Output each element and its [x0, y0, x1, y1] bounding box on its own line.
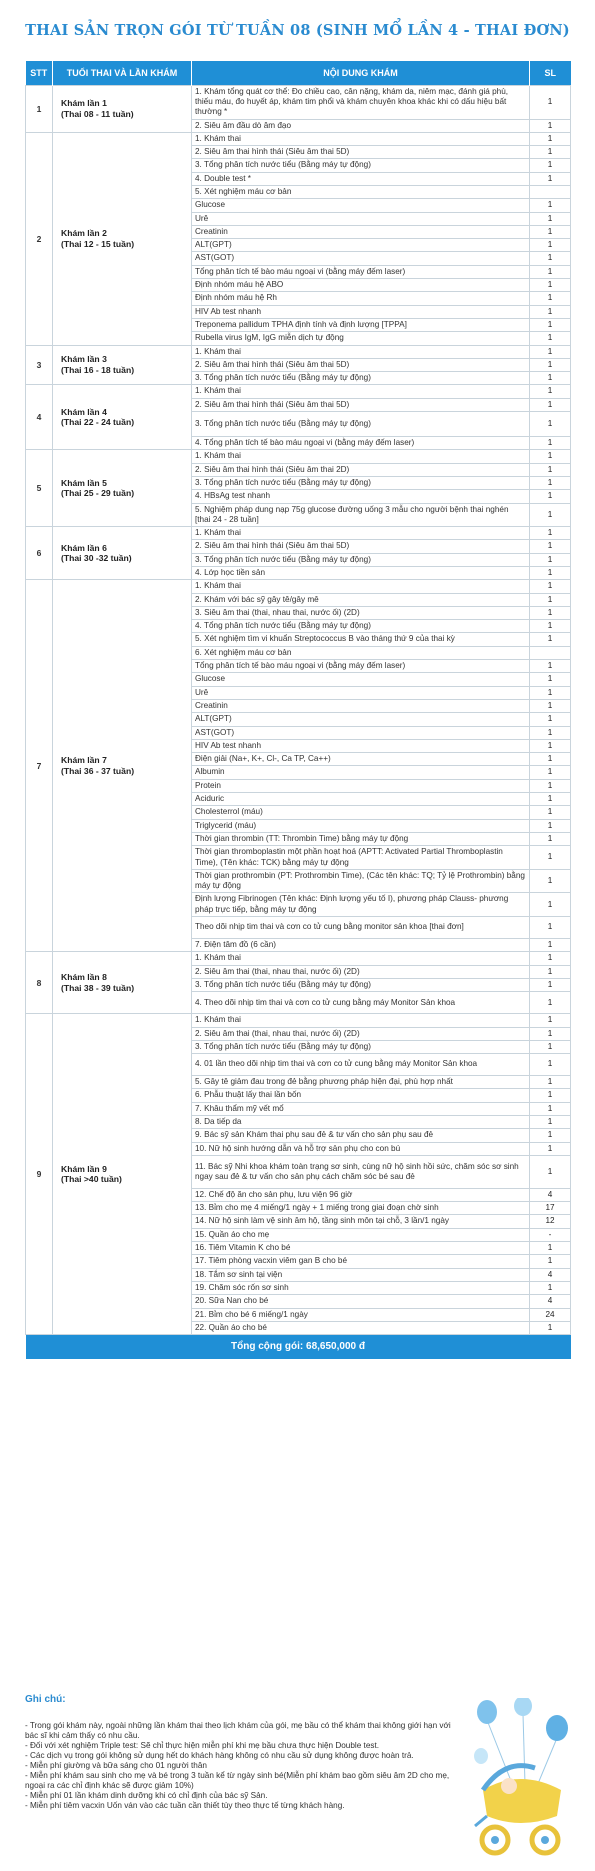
visit-cell: [53, 132, 192, 345]
table-row: [26, 385, 571, 398]
service-description: HIV Ab test nhanh: [192, 739, 530, 752]
service-quantity: -: [530, 1228, 571, 1241]
table-row: [26, 527, 571, 540]
service-description: 4. Theo dõi nhịp tim thai và cơn co tử cung bằng máy Monitor Sản khoa: [192, 992, 530, 1014]
service-quantity: 1: [530, 1089, 571, 1102]
service-description: 2. Siêu âm thai hình thái (Siêu âm thai 5D): [192, 398, 530, 411]
service-quantity: 1: [530, 540, 571, 553]
service-quantity: 1: [530, 1115, 571, 1128]
visit-label: Khám lần 4: [61, 406, 107, 417]
service-description: 7. Khâu thẩm mỹ vết mổ: [192, 1102, 530, 1115]
service-description: 17. Tiêm phòng vacxin viêm gan B cho bé: [192, 1255, 530, 1268]
service-description: Thời gian thromboplastin một phần hoạt hoá (APTT: Activated Partial Thromboplastin Time), (Tên khác: TCK) bằng máy tự động: [192, 846, 530, 870]
service-description: Rubella virus IgM, IgG miễn dịch tự động: [192, 332, 530, 345]
service-quantity: 1: [530, 292, 571, 305]
service-description: 4. Lớp học tiền sản: [192, 567, 530, 580]
visit-cell: [53, 580, 192, 952]
service-description: 15. Quần áo cho mẹ: [192, 1228, 530, 1241]
visit-label: Khám lần 7: [61, 755, 107, 766]
header-qty: SL: [530, 61, 571, 85]
visit-label: Khám lần 5: [61, 477, 107, 488]
service-quantity: 1: [530, 917, 571, 939]
visit-weeks: (Thai 36 - 37 tuần): [61, 765, 135, 776]
service-quantity: [530, 185, 571, 198]
note-item: - Miễn phí giường và bữa sáng cho 01 người thân: [25, 1761, 207, 1770]
service-quantity: 1: [530, 992, 571, 1014]
visit-number: 1: [26, 85, 53, 132]
service-description: Điện giải (Na+, K+, Cl-, Ca TP, Ca++): [192, 753, 530, 766]
service-quantity: 1: [530, 225, 571, 238]
service-description: 1. Khám thai: [192, 385, 530, 398]
table-row: [26, 580, 571, 593]
service-quantity: 1: [530, 1281, 571, 1294]
service-description: ALT(GPT): [192, 713, 530, 726]
visit-number: 7: [26, 580, 53, 952]
service-description: 20. Sữa Nan cho bé: [192, 1295, 530, 1308]
header-visit: TUỔI THAI VÀ LẦN KHÁM: [53, 61, 192, 85]
service-description: Aciduric: [192, 793, 530, 806]
service-quantity: 1: [530, 593, 571, 606]
service-description: 1. Khám thai: [192, 580, 530, 593]
service-quantity: 1: [530, 119, 571, 132]
visit-cell: [53, 385, 192, 450]
table-row: [26, 1014, 571, 1027]
service-quantity: 1: [530, 527, 571, 540]
service-table: [25, 61, 571, 1359]
service-description: 8. Da tiếp da: [192, 1115, 530, 1128]
service-description: 7. Điện tâm đồ (6 cần): [192, 939, 530, 952]
service-quantity: 1: [530, 463, 571, 476]
visit-weeks: (Thai 38 - 39 tuần): [61, 982, 135, 993]
service-description: 6. Xét nghiệm máu cơ bản: [192, 646, 530, 659]
service-quantity: 1: [530, 1142, 571, 1155]
header-content: NỘI DUNG KHÁM: [192, 61, 530, 85]
service-quantity: 1: [530, 952, 571, 965]
service-description: AST(GOT): [192, 726, 530, 739]
service-quantity: 1: [530, 385, 571, 398]
service-quantity: 1: [530, 673, 571, 686]
service-quantity: 1: [530, 398, 571, 411]
service-description: 9. Bác sỹ sản Khám thai phụ sau đẻ & tư vấn cho sản phụ sau đẻ: [192, 1129, 530, 1142]
service-quantity: 1: [530, 793, 571, 806]
service-description: 2. Siêu âm đầu dò âm đạo: [192, 119, 530, 132]
service-quantity: 1: [530, 580, 571, 593]
service-description: Triglycerid (máu): [192, 819, 530, 832]
service-quantity: 1: [530, 372, 571, 385]
service-quantity: 1: [530, 345, 571, 358]
service-quantity: 1: [530, 965, 571, 978]
service-quantity: 1: [530, 305, 571, 318]
service-quantity: 1: [530, 437, 571, 450]
service-quantity: 1: [530, 699, 571, 712]
service-description: Urê: [192, 212, 530, 225]
service-quantity: 1: [530, 85, 571, 119]
service-quantity: 1: [530, 1014, 571, 1027]
service-quantity: 1: [530, 978, 571, 991]
service-description: Glucose: [192, 199, 530, 212]
visit-weeks: (Thai 25 - 29 tuần): [61, 488, 135, 499]
service-description: 16. Tiêm Vitamin K cho bé: [192, 1242, 530, 1255]
service-description: 1. Khám thai: [192, 952, 530, 965]
service-description: Cholesterrol (máu): [192, 806, 530, 819]
total-amount: Tổng cộng gói: 68,650,000 đ: [26, 1335, 571, 1359]
service-description: 3. Tổng phân tích nước tiểu (Bằng máy tự động): [192, 412, 530, 437]
service-quantity: 4: [530, 1295, 571, 1308]
service-description: Glucose: [192, 673, 530, 686]
service-quantity: 1: [530, 412, 571, 437]
visit-number: 8: [26, 952, 53, 1014]
service-description: HIV Ab test nhanh: [192, 305, 530, 318]
service-description: 4. HBsAg test nhanh: [192, 490, 530, 503]
service-description: Định nhóm máu hệ ABO: [192, 279, 530, 292]
service-quantity: 1: [530, 567, 571, 580]
visit-weeks: (Thai 12 - 15 tuần): [61, 238, 135, 249]
service-description: 3. Tổng phân tích nước tiểu (Bằng máy tự động): [192, 159, 530, 172]
service-quantity: 1: [530, 739, 571, 752]
service-description: 1. Khám thai: [192, 1014, 530, 1027]
visit-label: Khám lần 3: [61, 354, 107, 365]
service-description: 6. Phẫu thuật lấy thai lần bốn: [192, 1089, 530, 1102]
visit-weeks: (Thai 30 -32 tuần): [61, 553, 132, 564]
service-description: Tổng phân tích tế bào máu ngoại vi (bằng máy đếm laser): [192, 660, 530, 673]
service-description: Albumin: [192, 766, 530, 779]
service-description: Thời gian prothrombin (PT: Prothrombin Time), (Các tên khác: TQ; Tỷ lệ Prothrombin) bằng máy tự động: [192, 869, 530, 893]
service-description: 18. Tắm sơ sinh tại viện: [192, 1268, 530, 1281]
visit-weeks: (Thai >40 tuần): [61, 1174, 122, 1185]
service-quantity: 1: [530, 132, 571, 145]
service-quantity: 1: [530, 819, 571, 832]
baby-stroller-balloons-icon: [465, 1698, 575, 1863]
service-description: 1. Khám thai: [192, 527, 530, 540]
service-quantity: 1: [530, 1242, 571, 1255]
service-description: 14. Nữ hộ sinh làm vệ sinh âm hộ, tầng sinh môn tại chỗ, 3 lần/1 ngày: [192, 1215, 530, 1228]
service-description: Theo dõi nhịp tim thai và cơn co tử cung bằng monitor sản khoa [thai đơn]: [192, 917, 530, 939]
service-quantity: 1: [530, 450, 571, 463]
note-item: - Miễn phí khám sau sinh cho mẹ và bé trong 3 tuần kể từ ngày sinh bé(Miễn phí khám bao gồm siêu âm 2D cho mẹ, ngoại ra các chỉ định khác sẽ được giảm 10%): [25, 1771, 450, 1790]
service-quantity: 1: [530, 753, 571, 766]
service-table-wrapper: [25, 61, 570, 1359]
notes-title: Ghi chú:: [25, 1694, 66, 1705]
service-quantity: 1: [530, 606, 571, 619]
service-description: 4. Double test *: [192, 172, 530, 185]
visit-number: 3: [26, 345, 53, 385]
service-description: 5. Xét nghiệm tìm vi khuẩn Streptococcus B vào tháng thứ 9 của thai kỳ: [192, 633, 530, 646]
service-description: 5. Nghiệm pháp dung nạp 75g glucose đường uống 3 mẫu cho người bệnh thai nghén [thai 24 - 28 tuần]: [192, 503, 530, 527]
service-quantity: 1: [530, 1027, 571, 1040]
visit-number: 2: [26, 132, 53, 345]
visit-label: Khám lần 8: [61, 972, 107, 983]
service-description: ALT(GPT): [192, 239, 530, 252]
service-quantity: 1: [530, 686, 571, 699]
visit-label: Khám lần 2: [61, 228, 107, 239]
visit-cell: [53, 527, 192, 580]
visit-label: Khám lần 9: [61, 1163, 107, 1174]
table-row: [26, 952, 571, 965]
service-description: 19. Chăm sóc rốn sơ sinh: [192, 1281, 530, 1294]
service-description: 10. Nữ hộ sinh hướng dẫn và hỗ trợ sản phụ cho con bú: [192, 1142, 530, 1155]
service-description: 2. Khám với bác sỹ gây tê/gây mê: [192, 593, 530, 606]
visit-label: Khám lần 1: [61, 98, 107, 109]
service-quantity: 1: [530, 660, 571, 673]
service-quantity: 1: [530, 358, 571, 371]
page-title: THAI SẢN TRỌN GÓI TỪ TUẦN 08 (SINH MỔ LẦN 4 - THAI ĐƠN): [25, 22, 570, 39]
service-quantity: 1: [530, 1040, 571, 1053]
service-description: 1. Khám tổng quát cơ thể: Đo chiều cao, cân nặng, khám da, niêm mạc, đánh giá phù, thiếu máu, đo huyết áp, khám tim phổi và khám chuyên khoa khác khi có dấu hiệu bất thường *: [192, 85, 530, 119]
service-quantity: 1: [530, 490, 571, 503]
table-body: [26, 85, 571, 1335]
service-quantity: 1: [530, 713, 571, 726]
service-quantity: 1: [530, 265, 571, 278]
service-quantity: 1: [530, 1129, 571, 1142]
visit-number: 5: [26, 450, 53, 527]
service-description: 13. Bỉm cho mẹ 4 miếng/1 ngày + 1 miếng trong giai đoạn chờ sinh: [192, 1202, 530, 1215]
service-quantity: 1: [530, 279, 571, 292]
note-item: - Các dịch vụ trong gói không sử dụng hết do khách hàng không có nhu cầu sử dụng không được hoàn trả.: [25, 1751, 414, 1760]
service-quantity: 1: [530, 779, 571, 792]
service-description: Định nhóm máu hệ Rh: [192, 292, 530, 305]
service-quantity: 1: [530, 846, 571, 870]
visit-number: 4: [26, 385, 53, 450]
service-quantity: 1: [530, 832, 571, 845]
note-item: - Trong gói khám này, ngoài những lần khám thai theo lịch khám của gói, mẹ bầu có thể khám thai không giới hạn với bác sĩ khi cảm thấy có nhu cầu.: [25, 1721, 451, 1740]
service-quantity: 1: [530, 172, 571, 185]
notes-section: [25, 1694, 465, 1811]
table-row: [26, 132, 571, 145]
service-description: 2. Siêu âm thai hình thái (Siêu âm thai 5D): [192, 146, 530, 159]
service-description: AST(GOT): [192, 252, 530, 265]
service-description: 3. Tổng phân tích nước tiểu (Bằng máy tự động): [192, 553, 530, 566]
visit-weeks: (Thai 16 - 18 tuần): [61, 364, 135, 375]
service-quantity: 1: [530, 766, 571, 779]
service-description: 3. Tổng phân tích nước tiểu (Bằng máy tự động): [192, 978, 530, 991]
service-description: 5. Xét nghiệm máu cơ bản: [192, 185, 530, 198]
service-description: Định lượng Fibrinogen (Tên khác: Định lượng yếu tố I), phương pháp Clauss- phương pháp trực tiếp, bằng máy tự động: [192, 893, 530, 917]
service-quantity: 1: [530, 318, 571, 331]
service-description: 3. Tổng phân tích nước tiểu (Bằng máy tự động): [192, 372, 530, 385]
visit-cell: [53, 952, 192, 1014]
note-item: - Miễn phí tiêm vacxin Uốn ván vào các tuần cần thiết tùy theo thực tế từng khách hàng.: [25, 1801, 345, 1810]
service-quantity: 1: [530, 212, 571, 225]
service-description: 2. Siêu âm thai hình thái (Siêu âm thai 2D): [192, 463, 530, 476]
service-quantity: 1: [530, 806, 571, 819]
service-description: 3. Tổng phân tích nước tiểu (Bằng máy tự động): [192, 476, 530, 489]
service-description: Thời gian thrombin (TT: Thrombin Time) bằng máy tự động: [192, 832, 530, 845]
visit-number: 6: [26, 527, 53, 580]
service-description: 11. Bác sỹ Nhi khoa khám toàn trạng sơ sinh, cùng nữ hộ sinh hồi sức, chăm sóc sơ sinh ngay sau đẻ & tư vấn cho sản phụ cách chăm sóc bé sau đẻ: [192, 1155, 530, 1188]
note-item: - Miễn phí 01 lần khám dinh dưỡng khi có chỉ định của bác sỹ Sản.: [25, 1791, 268, 1800]
service-quantity: 1: [530, 1102, 571, 1115]
service-quantity: 1: [530, 159, 571, 172]
service-description: 2. Siêu âm thai (thai, nhau thai, nước ối) (2D): [192, 965, 530, 978]
service-quantity: 1: [530, 503, 571, 527]
table-header: [26, 61, 571, 85]
service-quantity: 1: [530, 1054, 571, 1076]
service-description: 3. Tổng phân tích nước tiểu (Bằng máy tự động): [192, 1040, 530, 1053]
service-quantity: 1: [530, 869, 571, 893]
service-description: 1. Khám thai: [192, 132, 530, 145]
service-quantity: 4: [530, 1268, 571, 1281]
header-stt: STT: [26, 61, 53, 85]
note-item: - Đối với xét nghiệm Triple test: Sẽ chỉ thực hiện miễn phí khi mẹ bầu chưa thực hiện Double test.: [25, 1741, 380, 1750]
service-quantity: 1: [530, 1321, 571, 1334]
service-description: 1. Khám thai: [192, 345, 530, 358]
service-quantity: 24: [530, 1308, 571, 1321]
service-quantity: 1: [530, 553, 571, 566]
service-quantity: 1: [530, 939, 571, 952]
table-row: [26, 450, 571, 463]
service-description: Creatinin: [192, 225, 530, 238]
service-description: 4. Tổng phân tích tế bào máu ngoại vi (bằng máy đếm laser): [192, 437, 530, 450]
service-description: 2. Siêu âm thai hình thái (Siêu âm thai 5D): [192, 358, 530, 371]
service-quantity: 1: [530, 252, 571, 265]
service-quantity: 1: [530, 476, 571, 489]
service-description: Protein: [192, 779, 530, 792]
service-quantity: 1: [530, 620, 571, 633]
service-quantity: 1: [530, 239, 571, 252]
total-row: [26, 1335, 571, 1359]
service-quantity: 1: [530, 332, 571, 345]
service-quantity: 4: [530, 1188, 571, 1201]
service-description: Creatinin: [192, 699, 530, 712]
service-description: Treponema pallidum TPHA định tính và định lượng [TPPA]: [192, 318, 530, 331]
visit-label: Khám lần 6: [61, 542, 107, 553]
service-description: 1. Khám thai: [192, 450, 530, 463]
service-description: 3. Siêu âm thai (thai, nhau thai, nước ối) (2D): [192, 606, 530, 619]
visit-cell: [53, 450, 192, 527]
service-quantity: 1: [530, 146, 571, 159]
service-quantity: [530, 646, 571, 659]
service-quantity: 1: [530, 199, 571, 212]
service-quantity: 12: [530, 1215, 571, 1228]
service-description: 4. 01 lần theo dõi nhịp tim thai và cơn co tử cung bằng máy Monitor Sản khoa: [192, 1054, 530, 1076]
service-description: 22. Quần áo cho bé: [192, 1321, 530, 1334]
service-quantity: 1: [530, 1076, 571, 1089]
service-description: 21. Bỉm cho bé 6 miếng/1 ngày: [192, 1308, 530, 1321]
service-description: Tổng phân tích tế bào máu ngoại vi (bằng máy đếm laser): [192, 265, 530, 278]
service-description: 4. Tổng phân tích nước tiểu (Bằng máy tự động): [192, 620, 530, 633]
service-quantity: 1: [530, 1255, 571, 1268]
service-quantity: 1: [530, 633, 571, 646]
service-description: 5. Gây tê giảm đau trong đẻ bằng phương pháp hiện đại, phù hợp nhất: [192, 1076, 530, 1089]
table-row: [26, 85, 571, 119]
visit-cell: [53, 1014, 192, 1335]
service-description: 2. Siêu âm thai (thai, nhau thai, nước ối) (2D): [192, 1027, 530, 1040]
service-quantity: 1: [530, 893, 571, 917]
service-description: Urê: [192, 686, 530, 699]
visit-cell: [53, 345, 192, 385]
service-quantity: 17: [530, 1202, 571, 1215]
service-description: 2. Siêu âm thai hình thái (Siêu âm thai 5D): [192, 540, 530, 553]
service-description: 12. Chế độ ăn cho sản phụ, lưu viện 96 giờ: [192, 1188, 530, 1201]
visit-weeks: (Thai 08 - 11 tuần): [61, 108, 134, 119]
visit-number: 9: [26, 1014, 53, 1335]
service-quantity: 1: [530, 726, 571, 739]
table-row: [26, 345, 571, 358]
visit-weeks: (Thai 22 - 24 tuần): [61, 417, 135, 428]
service-quantity: 1: [530, 1155, 571, 1188]
visit-cell: [53, 85, 192, 132]
